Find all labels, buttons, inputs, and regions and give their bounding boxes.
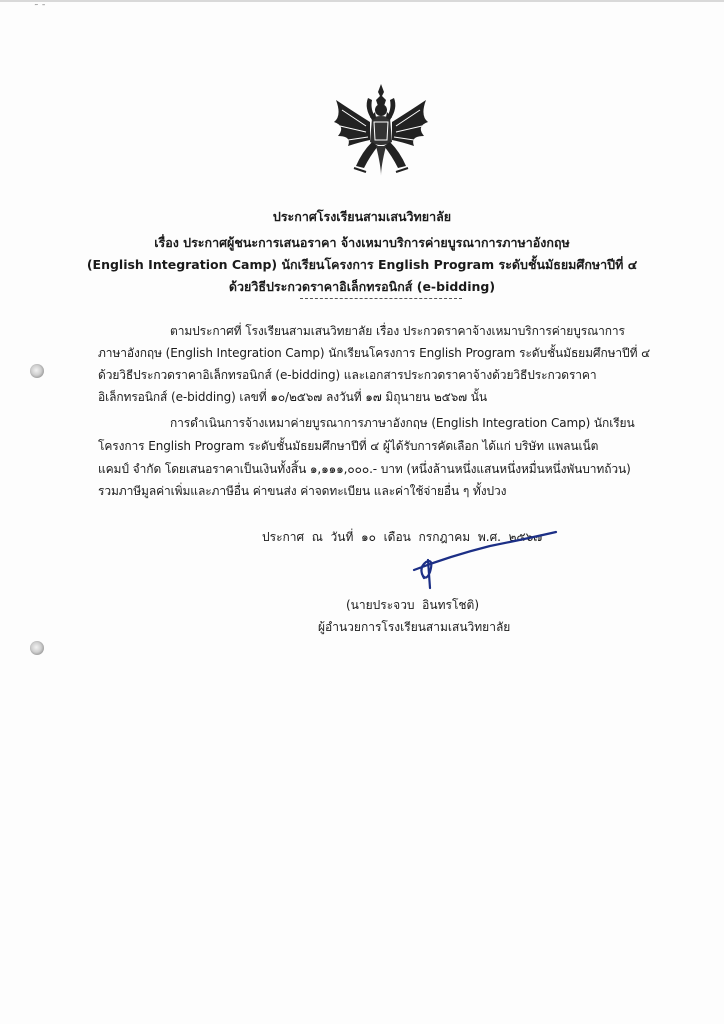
divider [300,298,462,299]
paragraph-2-line-3: แคมป์ จำกัด โดยเสนอราคาเป็นเงินทั้งสิ้น ๑,๑๑๑,๐๐๐.- บาท (หนึ่งล้านหนึ่งแสนหนึ่งหมื่นหนึ่งพันบาทถ้วน) [98,462,631,476]
signature-icon [410,530,560,590]
signer-position: ผู้อำนวยการโรงเรียนสามเสนวิทยาลัย [318,620,511,634]
punch-hole [30,364,44,378]
subject-line-1: เรื่อง ประกาศผู้ชนะการเสนอราคา จ้างเหมาบริการค่ายบูรณาการภาษาอังกฤษ [154,235,570,250]
punch-hole [30,641,44,655]
paragraph-1-line-3: ด้วยวิธีประกวดราคาอิเล็กทรอนิกส์ (e-bidding) และเอกสารประกวดราคาจ้างด้วยวิธีประกวดราคา [98,368,597,382]
paragraph-2-line-2: โครงการ English Program ระดับชั้นมัธยมศึกษาปีที่ ๔ ผู้ได้รับการคัดเลือก ได้แก่ บริษัท แพลนเน็ต [98,439,599,453]
paragraph-1-line-1: ตามประกาศที่ โรงเรียนสามเสนวิทยาลัย เรื่อง ประกวดราคาจ้างเหมาบริการค่ายบูรณาการ [170,324,625,338]
paragraph-1-line-2: ภาษาอังกฤษ (English Integration Camp) นักเรียนโครงการ English Program ระดับชั้นมัธยมศึกษาปีที่ ๔ [98,346,651,360]
paragraph-1-line-4: อิเล็กทรอนิกส์ (e-bidding) เลขที่ ๑๐/๒๕๖๗ ลงวันที่ ๑๗ มิถุนายน ๒๕๖๗ นั้น [98,390,487,404]
garuda-emblem-icon [326,82,436,178]
document-title: ประกาศโรงเรียนสามเสนวิทยาลัย [272,209,452,224]
scan-mark: ˜ ˉ [34,4,46,14]
paragraph-2-line-1: การดำเนินการจ้างเหมาค่ายบูรณาการภาษาอังกฤษ (English Integration Camp) นักเรียน [170,416,635,430]
scan-edge [0,0,724,2]
announcement-date: ประกาศ ณ วันที่ ๑๐ เดือน กรกฎาคม พ.ศ. ๒๕๖๗ [262,530,543,544]
paragraph-2-line-4: รวมภาษีมูลค่าเพิ่มและภาษีอื่น ค่าขนส่ง ค่าจดทะเบียน และค่าใช้จ่ายอื่น ๆ ทั้งปวง [98,484,507,498]
signer-name: (นายประจวบ อินทรโชติ) [346,598,480,612]
subject-line-3: ด้วยวิธีประกวดราคาอิเล็กทรอนิกส์ (e-bidding) [228,279,496,294]
subject-line-2: (English Integration Camp) นักเรียนโครงการ English Program ระดับชั้นมัธยมศึกษาปีที่ ๔ [86,257,638,272]
